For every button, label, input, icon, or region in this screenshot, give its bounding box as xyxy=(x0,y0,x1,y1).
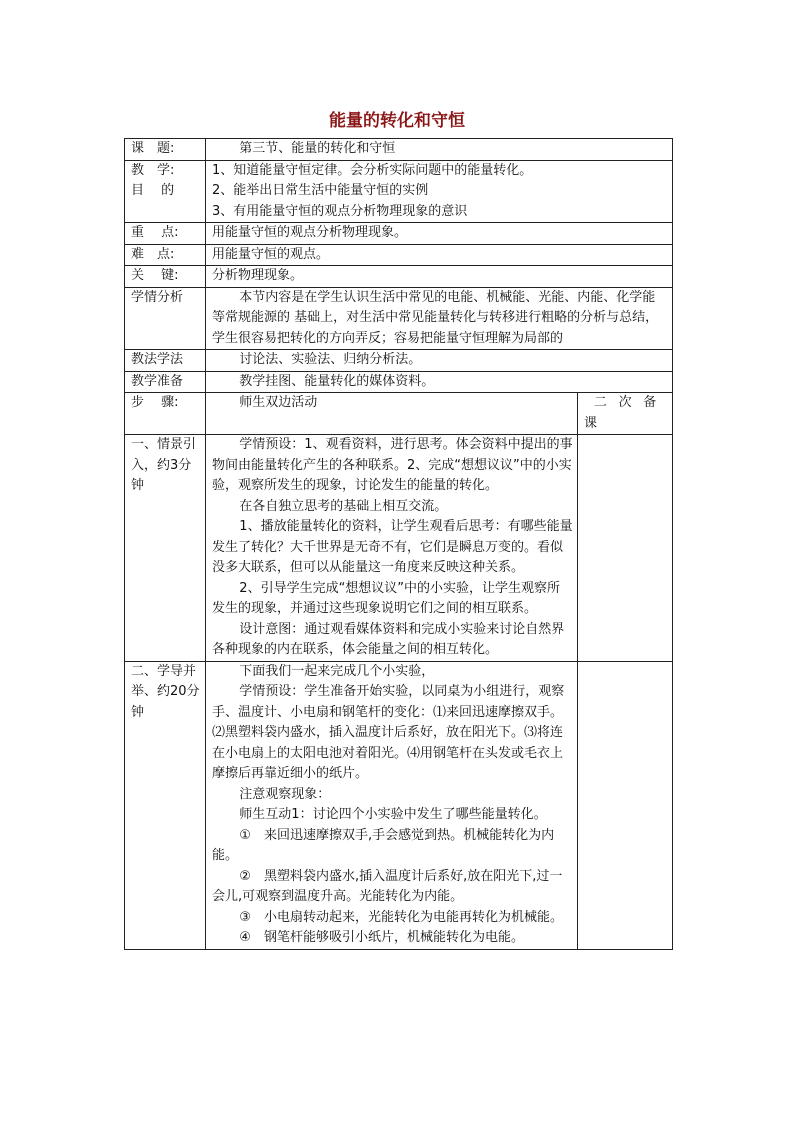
second-prep-header: 二次备 课 xyxy=(578,393,673,435)
difficulty-label: 难 点: xyxy=(125,244,206,266)
paragraph: 师生互动1：讨论四个小实验中发生了哪些能量转化。 xyxy=(239,807,547,822)
paragraph: ④ 钢笔杆能够吸引小纸片，机械能转化为电能。 xyxy=(239,930,524,945)
objectives-content xyxy=(206,160,673,223)
document-title: 能量的转化和守恒 xyxy=(329,111,465,131)
crux-row xyxy=(125,266,673,288)
learner-analysis-content: 本节内容是在学生认识生活中常见的电能、机械能、光能、内能、化学能等常规能源的 基础上，对生活中常见能量转化与转移进行粗略的分析与总结，学生很容易把转化的方向弄反；容易把能量守恒理解为局部的 xyxy=(206,287,673,350)
learner-analysis-label: 学情分析 xyxy=(125,287,206,350)
objectives-row xyxy=(125,160,673,223)
section-intro-label: 一、情景引入，约3分钟 xyxy=(125,435,206,662)
objective-item: 3、有用能量守恒的观点分析物理现象的意识 xyxy=(212,203,468,219)
objective-item: 2、能举出日常生活中能量守恒的实例 xyxy=(212,183,429,198)
paragraph: 学情预设：1、观看资料，进行思考。体会资料中提出的事物间由能量转化产生的各种联系。2、完成“想想议议”中的小实验，观察所发生的现象，讨论发生的能量的转化。 xyxy=(212,437,573,493)
paragraph: ① 来回迅速摩擦双手,手会感觉到热。机械能转化为内能。 xyxy=(212,827,555,863)
learner-analysis-row xyxy=(125,287,673,350)
section-intro-notes xyxy=(578,435,673,662)
paragraph: 在各自独立思考的基础上相互交流。 xyxy=(239,498,448,514)
paragraph: 设计意图：通过观看媒体资料和完成小实验来讨论自然界各种现象的内在联系，体会能量之间的相互转化。 xyxy=(212,621,565,657)
key-point-label: 重 点: xyxy=(125,223,206,245)
section-guided-row xyxy=(125,661,673,949)
steps-header-row xyxy=(125,393,673,435)
methods-row xyxy=(125,350,673,372)
lesson-plan-table xyxy=(124,138,673,950)
paragraph: 下面我们一起来完成几个小实验， xyxy=(239,663,435,679)
preparation-row xyxy=(125,371,673,393)
steps-label: 步 骤: xyxy=(125,393,206,435)
topic-label: 课 题: xyxy=(125,139,206,161)
section-intro-content xyxy=(206,435,578,662)
objectives-label: 教 学: 目 的 xyxy=(125,160,206,223)
methods-content: 讨论法、实验法、归纳分析法。 xyxy=(206,350,673,372)
paragraph: 1、播放能量转化的资料，让学生观看后思考：有哪些能量发生了转化？大千世界是无奇不有，它们是瞬息万变的。看似没多大联系，但可以从能量这一角度来反映这种关系。 xyxy=(212,519,573,575)
key-point-content: 用能量守恒的观点分析物理现象。 xyxy=(206,223,673,245)
difficulty-row xyxy=(125,244,673,266)
paragraph: ② 黑塑料袋内盛水,插入温度计后系好,放在阳光下,过一会儿,可观察到温度升高。光能转化为内能。 xyxy=(212,868,563,904)
difficulty-content: 用能量守恒的观点。 xyxy=(206,244,673,266)
activities-header: 师生双边活动 xyxy=(206,393,578,435)
objective-item: 1、知道能量守恒定律。会分析实际问题中的能量转化。 xyxy=(212,162,533,178)
section-guided-notes xyxy=(578,661,673,949)
section-guided-content xyxy=(206,661,578,949)
crux-content: 分析物理现象。 xyxy=(206,266,673,288)
topic-content: 第三节、能量的转化和守恒 xyxy=(206,139,673,161)
paragraph: 2、引导学生完成“想想议议”中的小实验，让学生观察所发生的现象，并通过这些现象说明它们之间的相互联系。 xyxy=(212,580,561,616)
preparation-label: 教学准备 xyxy=(125,371,206,393)
paragraph: 学情预设：学生准备开始实验，以同桌为小组进行，观察手、温度计、小电扇和钢笔杆的变化：⑴来回迅速摩擦双手。 ⑵黑塑料袋内盛水，插入温度计后系好，放在阳光下。⑶将连在小电扇上的太阳电池对着阳光。⑷用钢笔杆在头发或毛衣上摩擦后再靠近细小的纸片。 xyxy=(212,684,570,781)
paragraph: ③ 小电扇转动起来，光能转化为电能再转化为机械能。 xyxy=(239,909,563,925)
preparation-content: 教学挂图、能量转化的媒体资料。 xyxy=(206,371,673,393)
section-guided-label: 二、学导并举、约20分钟 xyxy=(125,661,206,949)
key-point-row xyxy=(125,223,673,245)
topic-row xyxy=(125,139,673,161)
paragraph: 注意观察现象： xyxy=(239,786,331,802)
section-intro-row xyxy=(125,435,673,662)
crux-label: 关 键: xyxy=(125,266,206,288)
methods-label: 教法学法 xyxy=(125,350,206,372)
